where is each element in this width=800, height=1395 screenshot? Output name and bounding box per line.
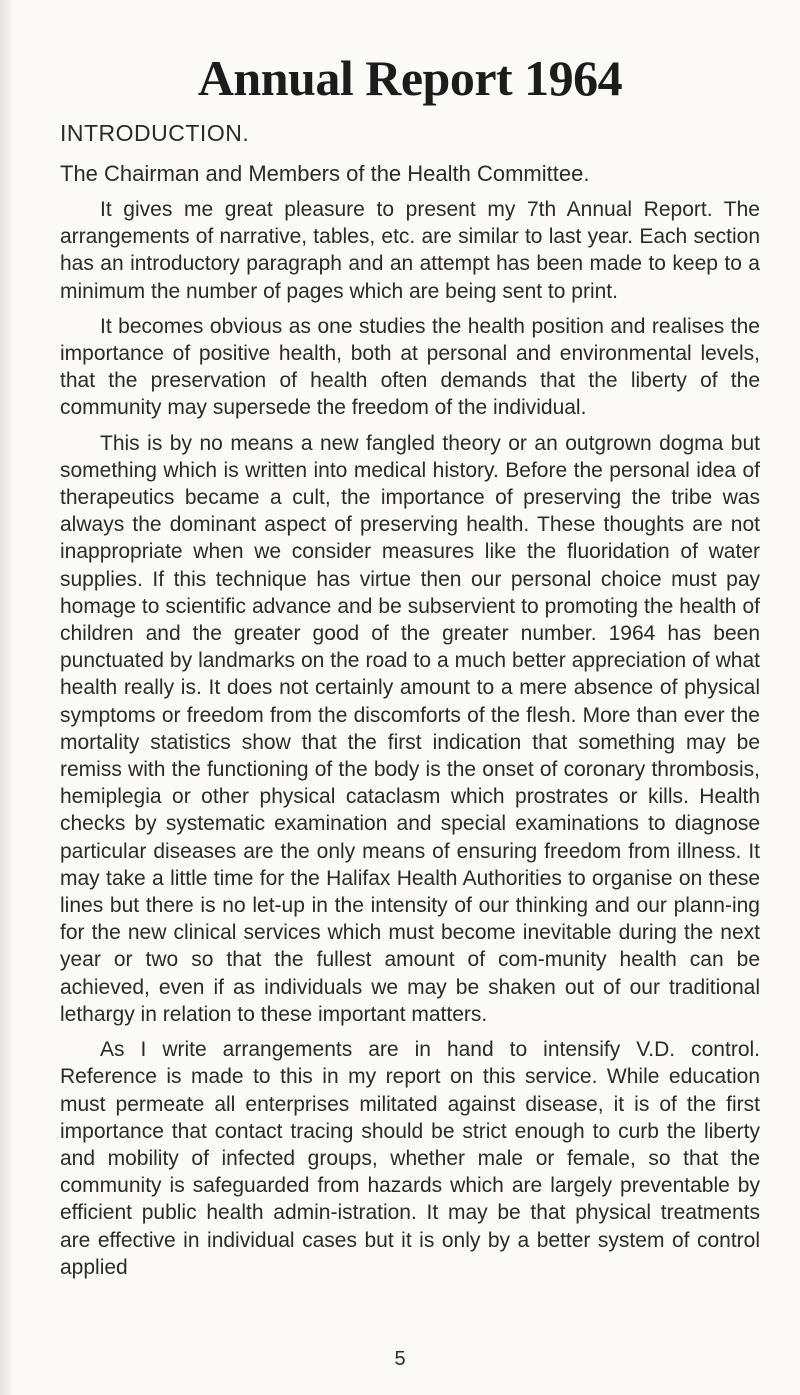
page-margin-shadow	[0, 0, 14, 1395]
paragraph-4: As I write arrangements are in hand to intensify V.D. control. Reference is made to this in my report on this service. While education must permeate all enterprises militated against disease, it is of the first importance that contact tracing should be strict enough to curb the liberty and mobility of infected groups, whether male or female, so that the community is safeguarded from hazards which are largely preventable by efficient public health admin-istration. It may be that physical treatments are effective in individual cases but it is only by a better system of control applied	[60, 1038, 760, 1279]
report-title: Annual Report 1964	[197, 50, 623, 106]
page-number: 5	[394, 1348, 406, 1370]
salutation-line: The Chairman and Members of the Health Committee.	[60, 161, 590, 186]
paragraph-2: It becomes obvious as one studies the health position and realises the importance of positive health, both at personal and environmental levels, that the preservation of health often demands that the liberty of the community may supersede the freedom of the individual.	[60, 314, 760, 420]
paragraph-3: This is by no means a new fangled theory or an outgrown dogma but something which is written into medical history. Before the personal idea of therapeutics became a cult, the importance of preserving the tribe was always the dominant aspect of preserving health. These thoughts are not inappropriate when we consider measures like the fluoridation of water supplies. If this technique has virtue then our personal choice must pay homage to scientific advance and be subservient to promoting the health of children and the greater good of the greater number. 1964 has been punctuated by landmarks on the road to a much better appreciation of what health really is. It does not certainly amount to a mere absence of physical symptoms or freedom from the discomforts of the flesh. More than ever the mortality statistics show that the first indication that something may be remiss with the functioning of the body is the onset of coronary thrombosis, hemiplegia or other physical cataclasm which prostrates or kills. Health checks by systematic examination and special examinations to diagnose particular diseases are the only means of ensuring freedom from illness. It may take a little time for the Halifax Health Authorities to organise on these lines but there is no let-up in the intensity of our thinking and our plann-ing for the new clinical services which must become inevitable during the next year or two so that the fullest amount of com-munity health can be achieved, even if as individuals we may be shaken out of our traditional lethargy in relation to these important matters.	[60, 431, 760, 1026]
section-heading: INTRODUCTION.	[60, 120, 250, 146]
report-page	[60, 50, 760, 1289]
paragraph-1: It gives me great pleasure to present my 7th Annual Report. The arrangements of narrative, tables, etc. are similar to last year. Each section has an introductory paragraph and an attempt has been made to keep to a minimum the number of pages which are being sent to print.	[60, 198, 760, 303]
